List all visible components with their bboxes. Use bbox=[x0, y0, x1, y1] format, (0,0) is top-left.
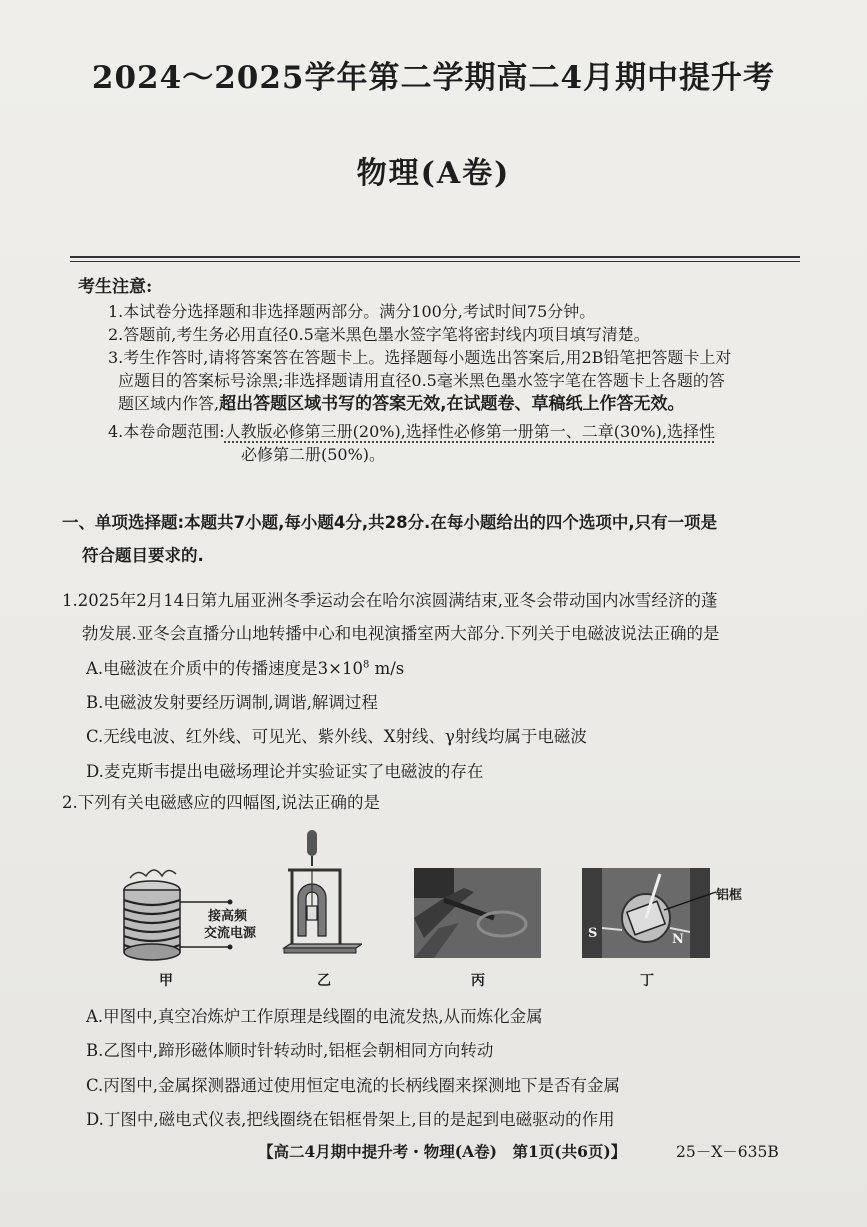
question-1-stem-line1: 1.2025年2月14日第九届亚洲冬季运动会在哈尔滨圆满结束,亚冬会带动国内冰雪经济的蓬 bbox=[62, 591, 718, 610]
footer-page-info: 【高二4月期中提升考・物理(A卷) 第1页(共6页)】 bbox=[258, 1142, 627, 1161]
figure-ding-pole-s: S bbox=[588, 926, 598, 941]
notice-block bbox=[78, 276, 803, 466]
notice-item-3-cont2 bbox=[78, 392, 803, 416]
notice-item-4 bbox=[78, 420, 803, 443]
figure-ding-note: 铝框 bbox=[716, 888, 743, 903]
question-2-option-a: A.甲图中,真空冶炼炉工作原理是线圈的电流发热,从而炼化金属 bbox=[86, 1007, 543, 1026]
option-a-text: A.电磁波在介质中的传播速度是3×10 bbox=[86, 659, 363, 678]
figure-yi-label: 乙 bbox=[317, 973, 331, 989]
section-heading-line1: 一、单项选择题:本题共7小题,每小题4分,共28分.在每小题给出的四个选项中,只有一项是 bbox=[62, 513, 718, 532]
option-a-unit: m/s bbox=[369, 659, 405, 678]
figure-jia-furnace bbox=[112, 862, 282, 972]
figure-bing-metal-detector bbox=[414, 868, 541, 958]
figure-ding-label: 丁 bbox=[640, 973, 654, 989]
option-a-exponent: 8 bbox=[362, 659, 370, 671]
exam-title: 2024～2025学年第二学期高二4月期中提升考 bbox=[91, 60, 776, 96]
header-rule-top bbox=[70, 256, 800, 258]
notice-item-1: 1.本试卷分选择题和非选择题两部分。满分100分,考试时间75分钟。 bbox=[108, 302, 596, 321]
notice-item-3-emphasis: 超出答题区域书写的答案无效,在试题卷、草稿纸上作答无效。 bbox=[219, 394, 685, 414]
figure-jia-note-line1: 接高频 bbox=[208, 909, 248, 924]
question-2-option-b: B.乙图中,蹄形磁体顺时针转动时,铝框会朝相同方向转动 bbox=[86, 1041, 494, 1060]
figure-ding-leader-line bbox=[660, 886, 720, 916]
question-1-option-b: B.电磁波发射要经历调制,调谐,解调过程 bbox=[86, 693, 378, 712]
notice-item-4-cont: 必修第二册(50%)。 bbox=[241, 445, 386, 464]
figure-jia-label: 甲 bbox=[159, 973, 173, 989]
figure-ding-pole-n: N bbox=[672, 932, 684, 947]
question-1-option-a bbox=[86, 655, 404, 679]
notice-item-4-scope: 人教版必修第三册(20%),选择性必修第一册第一、二章(30%),选择性 bbox=[224, 422, 715, 441]
figure-yi-magnet-frame bbox=[282, 828, 362, 958]
question-2-option-c: C.丙图中,金属探测器通过使用恒定电流的长柄线圈来探测地下是否有金属 bbox=[86, 1076, 621, 1095]
notice-item-3-cont1: 应题目的答案标号涂黑;非选择题请用直径0.5毫米黑色墨水签字笔在答题卡上各题的答 bbox=[118, 371, 725, 390]
section-heading bbox=[62, 506, 802, 572]
question-1-option-d: D.麦克斯韦提出电磁场理论并实验证实了电磁波的存在 bbox=[86, 762, 484, 781]
question-2-option-d: D.丁图中,磁电式仪表,把线圈绕在铝框骨架上,目的是起到电磁驱动的作用 bbox=[86, 1110, 615, 1129]
figure-jia-note bbox=[204, 908, 256, 942]
section-heading-line2: 符合题目要求的. bbox=[82, 546, 204, 565]
footer-exam-code: 25－X－635B bbox=[676, 1143, 779, 1161]
exam-subtitle: 物理(A卷) bbox=[356, 156, 511, 191]
notice-item-3: 3.考生作答时,请将答案答在答题卡上。选择题每小题选出答案后,用2B铅笔把答题卡上对 bbox=[108, 348, 732, 367]
notice-item-2: 2.答题前,考生务必用直径0.5毫米黑色墨水签字笔将密封线内项目填写清楚。 bbox=[108, 325, 650, 344]
notice-heading: 考生注意: bbox=[78, 277, 153, 297]
figure-bing-label: 丙 bbox=[471, 973, 485, 989]
notice-item-3-text: 题区域内作答, bbox=[118, 394, 220, 413]
notice-item-4-label: 4.本卷命题范围: bbox=[108, 422, 225, 441]
question-1-stem bbox=[62, 584, 802, 650]
question-2-stem: 2.下列有关电磁感应的四幅图,说法正确的是 bbox=[62, 793, 380, 812]
figure-jia-note-line2: 交流电源 bbox=[204, 926, 257, 941]
question-1-stem-line2: 勃发展.亚冬会直播分山地转播中心和电视演播室两大部分.下列关于电磁波说法正确的是 bbox=[82, 624, 720, 643]
header-rule-bottom bbox=[70, 261, 800, 262]
question-1-option-c: C.无线电波、红外线、可见光、紫外线、X射线、γ射线均属于电磁波 bbox=[86, 727, 587, 746]
